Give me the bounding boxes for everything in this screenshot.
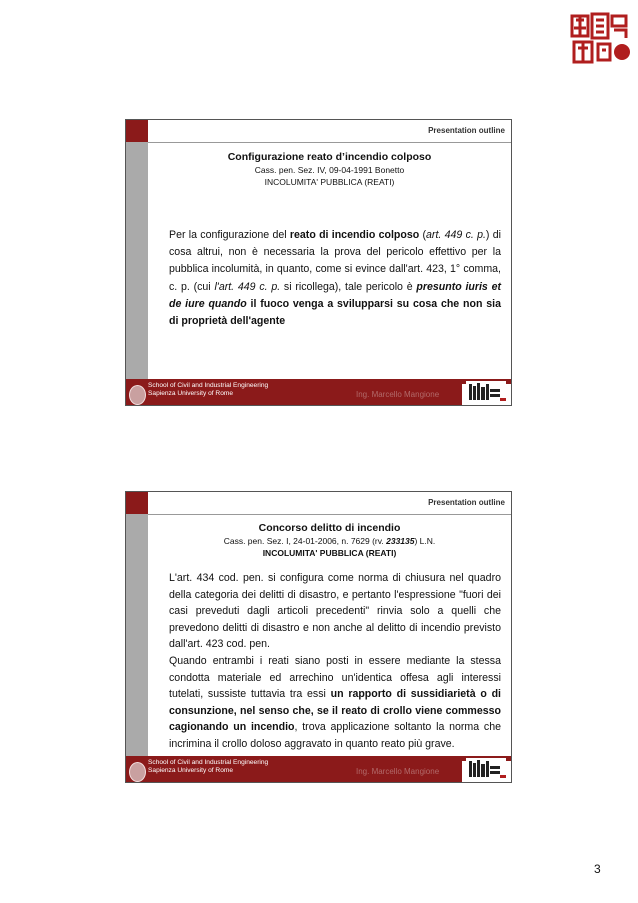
slide-2 — [125, 491, 512, 783]
category-line: INCOLUMITA' PUBBLICA (REATI) — [262, 548, 397, 558]
slide-title: Concorso delitto di incendio — [258, 522, 401, 534]
italic-run: l'art. 449 c. p. — [214, 280, 281, 293]
school-name — [148, 382, 268, 398]
slide-body-text — [169, 570, 501, 753]
school-name — [148, 759, 268, 775]
slide-1 — [125, 119, 512, 406]
slide-footer — [126, 756, 511, 782]
slide-header-bar — [126, 120, 511, 143]
text-run: ( — [419, 229, 427, 241]
library-shelf-icon — [466, 758, 506, 780]
bold-run: reato di incendio colposo — [289, 229, 420, 241]
citation-number: 233135 — [386, 536, 415, 546]
citation-text: Cass. pen. Sez. I, 24-01-2006, n. 7629 (rv. — [223, 536, 387, 546]
text-run: ) di cosa altrui, non è necessaria la prova del pericolo effettivo per la pubblica incolumità, in quanto, come si evince dall'art. 423, 1° comma, c. p. (cui — [169, 229, 501, 293]
category-line: INCOLUMITA' PUBBLICA (REATI) — [264, 177, 395, 187]
bold-run: un rapporto di sussidiarietà o di consunzione, nel senso che, se il reato di crollo viene commesso cagionando un incendio — [169, 688, 501, 734]
corner-accent — [126, 120, 148, 142]
slide-title-block — [148, 521, 511, 559]
bold-run: il fuoco venga a svilupparsi su cosa che non sia di proprietà dell'agente — [169, 297, 501, 328]
library-shelf-icon — [466, 381, 506, 403]
text-run: si ricollega), tale pericolo è — [280, 280, 417, 293]
school-line: School of Civil and Industrial Engineering — [148, 759, 269, 766]
slide-body-text — [169, 227, 501, 330]
left-sidebar-strip — [126, 514, 148, 757]
slide-title: Configurazione reato d’incendio colposo — [227, 151, 432, 163]
author-name: Ing. Marcello Mangione — [356, 390, 440, 399]
page-number: 3 — [594, 862, 601, 876]
slide-title-block — [148, 150, 511, 188]
presentation-outline-label: Presentation outline — [428, 126, 505, 135]
italic-run: art. 449 c. p. — [426, 229, 486, 241]
university-line: Sapienza University of Rome — [148, 767, 234, 774]
citation-text: ) L.N. — [414, 536, 436, 546]
body-paragraph-1: L'art. 434 cod. pen. si configura come norma di chiusura nel quadro della categoria dei delitti di disastro, e pertanto l'espressione "fuori dei casi preveduti dagli articoli precedenti" rinvia solo a quelli che prevedono delitti di disastro e non anche al delitto di incendio previsto dall'art. 423 cod. pen. — [169, 572, 501, 651]
red-seal-logo-icon — [568, 10, 632, 68]
school-line: School of Civil and Industrial Engineering — [148, 382, 269, 389]
author-name: Ing. Marcello Mangione — [356, 767, 440, 776]
text-run: Per la configurazione del — [169, 229, 290, 241]
body-paragraph-2 — [169, 653, 501, 753]
text-run: Quando entrambi i reati siano posti in essere mediante la stessa condotta materiale ed arrechino un'identica offesa agli interessi tutelati, sussiste tuttavia tra essi — [169, 654, 501, 701]
presentation-outline-label: Presentation outline — [428, 498, 505, 507]
bold-italic-run: presunto iuris et de iure quando — [169, 280, 502, 310]
university-seal-icon — [129, 385, 146, 405]
left-sidebar-strip — [126, 142, 148, 379]
corner-accent — [126, 492, 148, 514]
citation-line: Cass. pen. Sez. IV, 09-04-1991 Bonetto — [254, 165, 405, 175]
text-run: , trova applicazione soltanto la norma che incrimina il crollo doloso aggravato in quanto reato più grave. — [169, 721, 502, 750]
university-seal-icon — [129, 762, 146, 782]
university-line: Sapienza University of Rome — [148, 390, 234, 397]
body-paragraph — [169, 227, 501, 330]
slide-footer — [126, 379, 511, 405]
citation-line — [148, 535, 511, 547]
slide-header-bar — [126, 492, 511, 515]
